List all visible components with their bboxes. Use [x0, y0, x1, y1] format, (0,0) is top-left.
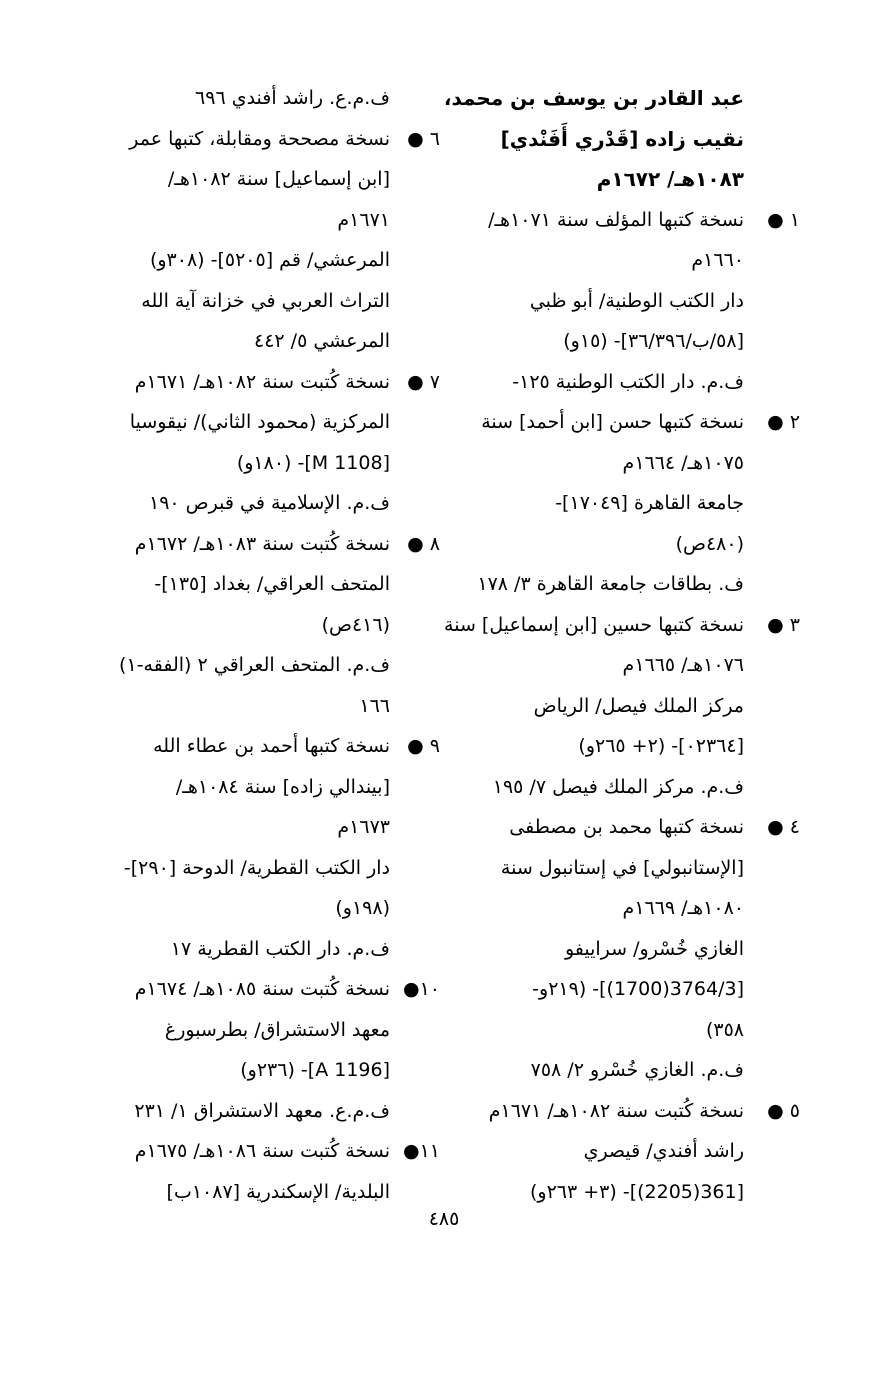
- page-number: ٤٨٥: [428, 1208, 460, 1230]
- manuscript-entry-11: [38, 1131, 440, 1212]
- manuscript-entry-1: [392, 200, 800, 403]
- entry-line: نسخة كتبها محمد بن مصطفى: [509, 816, 744, 838]
- entry-line: [ابن إسماعيل] سنة ١٠٨٢هـ/: [167, 168, 390, 190]
- library-line: [٥٨/ب/٣٦/٣٩٦]- (١٥و): [563, 330, 744, 352]
- library-line: (٤١٦ص): [321, 613, 390, 636]
- library-line: دار الكتب الوطنية/ أبو ظبي: [529, 289, 744, 312]
- manuscript-entry-5: [392, 1091, 800, 1213]
- entry-number: ٩ ●: [407, 735, 440, 757]
- manuscript-entry-9: [38, 726, 440, 969]
- entry-number: ٨ ●: [407, 532, 440, 555]
- entry-line: نسخة كتبها أحمد بن عطاء الله: [153, 735, 390, 757]
- entry-number: ٧ ●: [407, 370, 440, 393]
- catalog-ref: ف.م. الغازي خُسْرو ٢/ ٧٥٨: [530, 1059, 744, 1081]
- library-line: ٣٥٨): [705, 1018, 744, 1041]
- entry-line: [بيندالي زاده] سنة ١٠٨٤هـ/: [175, 775, 390, 798]
- library-line: [A 1196]- (٢٣٦و): [240, 1059, 390, 1081]
- entry-line: ١٠٨٠هـ/ ١٦٦٩م: [622, 897, 744, 919]
- catalog-ref: ف.م. دار الكتب الوطنية ١٢٥-: [512, 370, 744, 393]
- library-line: [3764/3(1700)]- (٢١٩و-: [532, 978, 744, 1000]
- library-line: (٤٨٠ص): [675, 532, 744, 555]
- library-line: جامعة القاهرة [١٧٠٤٩]-: [555, 492, 744, 514]
- entry-line: نسخة كتبها حسين [ابن إسماعيل] سنة: [444, 613, 744, 636]
- entry-line: نسخة كُتبت سنة ١٠٨٥هـ/ ١٦٧٤م: [134, 978, 390, 1000]
- entry-number: ٥ ●: [767, 1099, 800, 1122]
- entry-line: نسخة كتبها حسن [ابن أحمد] سنة: [481, 411, 744, 433]
- entry-number: ٦ ●: [407, 127, 440, 150]
- manuscript-entry-6: [38, 119, 440, 362]
- entry-number: ٣ ●: [767, 613, 800, 636]
- manuscript-entry-4: [392, 807, 800, 1091]
- entry-number: ٢ ●: [767, 411, 800, 433]
- library-line: التراث العربي في خزانة آية الله: [141, 289, 390, 312]
- left-column: [38, 78, 440, 1212]
- entry-number: ٤ ●: [767, 816, 800, 838]
- heading-line: عبد القادر بن يوسف بن محمد،: [443, 86, 744, 110]
- library-line: (١٩٨و): [335, 897, 390, 919]
- library-line: المتحف العراقي/ بغداد [١٣٥]-: [154, 573, 390, 595]
- entry-line: ١٠٧٥هـ/ ١٦٦٤م: [622, 451, 744, 474]
- manuscript-entry-7: [38, 362, 440, 524]
- library-line: [M 1108]- (١٨٠و): [236, 451, 390, 474]
- entry-line: نسخة كُتبت سنة ١٠٨٢هـ/ ١٦٧١م: [488, 1099, 744, 1122]
- right-column: [392, 78, 800, 1212]
- heading-line: ١٠٨٣هـ/ ١٦٧٢م: [596, 167, 744, 191]
- library-line: المرعشي/ قم [٥٢٠٥]- (٣٠٨و): [149, 249, 390, 271]
- manuscript-entry-3: [392, 605, 800, 808]
- heading-line: نقيب زاده [قَدْري أَفَنْدي]: [500, 126, 744, 151]
- entry-line: نسخة كُتبت سنة ١٠٨٦هـ/ ١٦٧٥م: [134, 1140, 390, 1162]
- manuscript-entry-8: [38, 524, 440, 727]
- library-line: البلدية/ الإسكندرية [١٠٨٧ب]: [166, 1180, 390, 1203]
- entry-line: [الإستانبولي] في إستانبول سنة: [500, 856, 744, 879]
- entry-line: نسخة كتبها المؤلف سنة ١٠٧١هـ/: [488, 208, 744, 231]
- library-line: دار الكتب القطرية/ الدوحة [٢٩٠]-: [123, 856, 390, 879]
- entry-line: نسخة كُتبت سنة ١٠٨٢هـ/ ١٦٧١م: [134, 370, 390, 393]
- entry-number: ١٠●: [402, 978, 440, 1000]
- entry-line: نسخة كُتبت سنة ١٠٨٣هـ/ ١٦٧٢م: [134, 532, 390, 555]
- library-line: [361(2205)]- (٣+ ٢٦٣و): [529, 1180, 744, 1203]
- catalog-ref: ١٦٦: [359, 694, 390, 717]
- library-line: مركز الملك فيصل/ الرياض: [533, 694, 744, 717]
- catalog-ref: ف.م. دار الكتب القطرية ١٧: [170, 937, 390, 960]
- library-line: المركزية (محمود الثاني)/ نيقوسيا: [129, 411, 390, 433]
- manuscript-entry-2: [392, 402, 800, 605]
- catalog-ref: ف.م.ع. معهد الاستشراق ١/ ٢٣١: [134, 1099, 390, 1122]
- catalog-ref: ف.م. المتحف العراقي ٢ (الفقه-١): [119, 654, 390, 676]
- library-line: [٠٢٣٦٤]- (٢+ ٢٦٥و): [578, 735, 744, 757]
- entry-heading: [392, 78, 744, 200]
- library-line: معهد الاستشراق/ بطرسبورغ: [164, 1018, 390, 1041]
- entry-line: ١٠٧٦هـ/ ١٦٦٥م: [622, 654, 744, 676]
- catalog-ref: ف.م. مركز الملك فيصل ٧/ ١٩٥: [492, 775, 744, 798]
- entry-number: ١ ●: [767, 208, 800, 231]
- library-line: راشد أفندي/ قيصري: [583, 1140, 744, 1162]
- catalog-ref: ف. بطاقات جامعة القاهرة ٣/ ١٧٨: [477, 573, 744, 595]
- catalog-ref: ف.م. الإسلامية في قبرص ١٩٠: [149, 492, 390, 514]
- catalog-ref: ف.م.ع. راشد أفندي ٦٩٦: [195, 87, 390, 109]
- entry-line: ١٦٦٠م: [691, 249, 744, 271]
- entry-number: ١١●: [402, 1140, 440, 1162]
- entry-line: ١٦٧١م: [337, 208, 390, 231]
- entry-line: ١٦٧٣م: [337, 816, 390, 838]
- entry-line: نسخة مصححة ومقابلة، كتبها عمر: [129, 127, 390, 150]
- manuscript-entry-10: [38, 969, 440, 1131]
- library-line: المرعشي ٥/ ٤٤٢: [254, 330, 390, 352]
- library-line: الغازي خُسْرو/ سراييفو: [564, 937, 744, 960]
